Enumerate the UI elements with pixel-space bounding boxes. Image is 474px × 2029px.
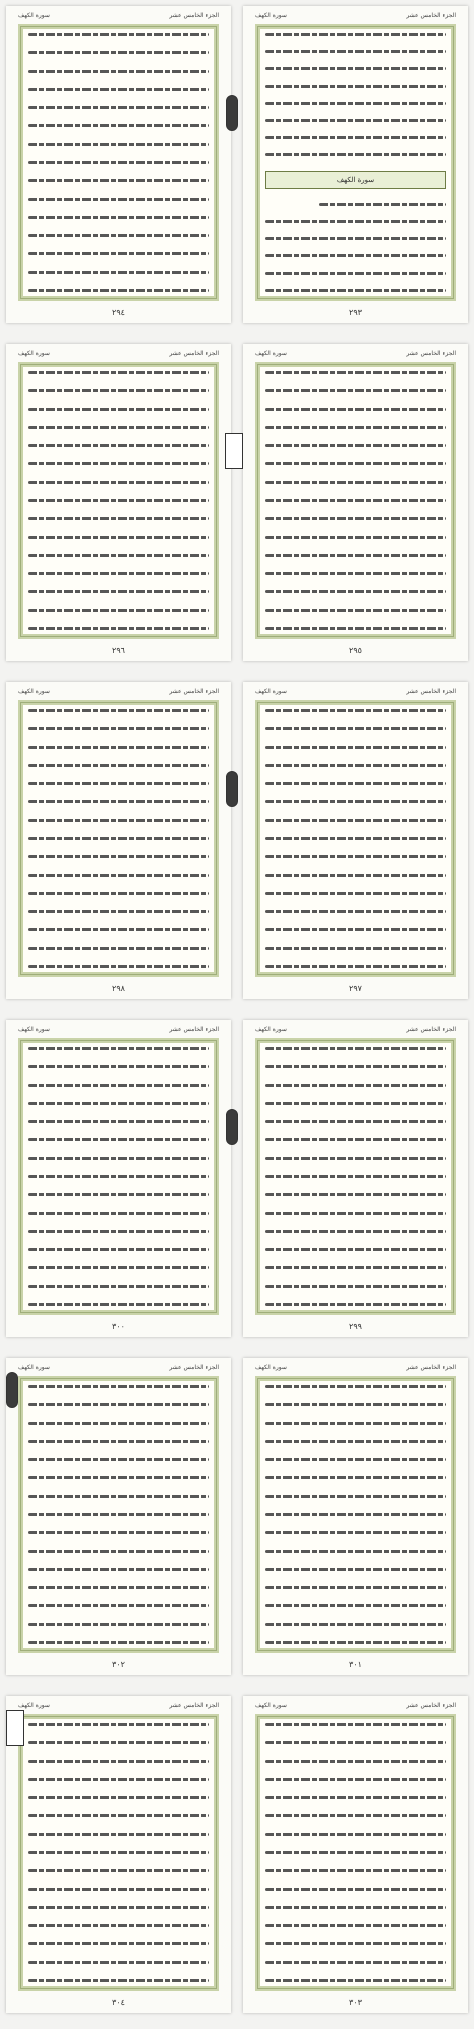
page-303[interactable] [243,1696,468,2013]
hizb-marker-icon [226,95,238,131]
page-number: ٣٠٤ [112,1998,125,2007]
page-298[interactable] [6,682,231,999]
page-header [243,1024,468,1036]
hizb-marker-icon [6,1710,24,1746]
text-frame [255,700,456,977]
hizb-marker-icon [225,433,243,469]
juz-marker-icon [6,1372,18,1408]
verse-lines [265,1047,446,1306]
page-header [6,1024,231,1036]
surah-label: سورة الكهف [18,688,50,695]
verse-lines [28,709,209,968]
spread-5 [0,1352,474,1681]
spread-6 [0,1690,474,2019]
page-299[interactable] [243,1020,468,1337]
text-frame [18,362,219,639]
juz-label: الجزء الخامس عشر [406,1364,456,1371]
page-header [6,686,231,698]
juz-label: الجزء الخامس عشر [169,1702,219,1709]
page-header [243,1362,468,1374]
surah-label: سورة الكهف [255,1702,287,1709]
verse-lines [28,1385,209,1644]
verse-lines [265,1723,446,1982]
page-header [243,348,468,360]
page-number: ٣٠٣ [349,1998,362,2007]
page-header [243,686,468,698]
text-frame [255,1714,456,1991]
surah-label: سورة الكهف [18,1364,50,1371]
verse-lines [265,371,446,630]
text-frame [18,24,219,301]
juz-label: الجزء الخامس عشر [169,12,219,19]
juz-label: الجزء الخامس عشر [169,1364,219,1371]
verse-lines [265,1385,446,1644]
surah-label: سورة الكهف [18,12,50,19]
verse-lines [265,709,446,968]
spread-3 [0,676,474,1005]
surah-label: سورة الكهف [255,688,287,695]
surah-label: سورة الكهف [255,350,287,357]
page-301[interactable] [243,1358,468,1675]
surah-label: سورة الكهف [255,12,287,19]
juz-label: الجزء الخامس عشر [406,350,456,357]
page-header [6,1362,231,1374]
basmala [319,203,446,206]
text-frame [255,24,456,301]
page-304[interactable] [6,1696,231,2013]
page-header [243,10,468,22]
page-number: ٢٩٦ [112,646,125,655]
text-frame [18,1038,219,1315]
page-header [6,10,231,22]
spread-1 [0,0,474,329]
hizb-marker-icon [226,1109,238,1145]
juz-label: الجزء الخامس عشر [406,1702,456,1709]
surah-label: سورة الكهف [255,1026,287,1033]
page-number: ٢٩٥ [349,646,362,655]
text-frame [18,1376,219,1653]
page-293[interactable] [243,6,468,323]
text-frame [255,1038,456,1315]
spread-4 [0,1014,474,1343]
surah-label: سورة الكهف [18,1702,50,1709]
spread-2 [0,338,474,667]
juz-label: الجزء الخامس عشر [406,12,456,19]
juz-label: الجزء الخامس عشر [169,350,219,357]
page-header [6,348,231,360]
verse-lines [28,1047,209,1306]
page-number: ٣٠٠ [112,1322,125,1331]
text-frame [18,700,219,977]
page-302[interactable] [6,1358,231,1675]
juz-label: الجزء الخامس عشر [406,688,456,695]
page-header [243,1700,468,1712]
juz-label: الجزء الخامس عشر [406,1026,456,1033]
page-number: ٣٠٢ [112,1660,125,1669]
juz-label: الجزء الخامس عشر [169,1026,219,1033]
verse-lines [265,33,446,292]
page-header [6,1700,231,1712]
page-300[interactable] [6,1020,231,1337]
juz-label: الجزء الخامس عشر [169,688,219,695]
hizb-marker-icon [226,771,238,807]
text-frame [18,1714,219,1991]
page-294[interactable] [6,6,231,323]
verse-lines [28,33,209,292]
page-number: ٢٩٣ [349,308,362,317]
page-number: ٢٩٩ [349,1322,362,1331]
verse-lines [28,1723,209,1982]
surah-banner: سورة الكهف [265,171,446,189]
page-295[interactable] [243,344,468,661]
verse-lines [28,371,209,630]
text-frame [255,1376,456,1653]
surah-label: سورة الكهف [255,1364,287,1371]
page-number: ٢٩٨ [112,984,125,993]
page-number: ٢٩٧ [349,984,362,993]
page-number: ٣٠١ [349,1660,362,1669]
page-number: ٢٩٤ [112,308,125,317]
page-297[interactable] [243,682,468,999]
surah-label: سورة الكهف [18,350,50,357]
surah-label: سورة الكهف [18,1026,50,1033]
page-296[interactable] [6,344,231,661]
text-frame [255,362,456,639]
